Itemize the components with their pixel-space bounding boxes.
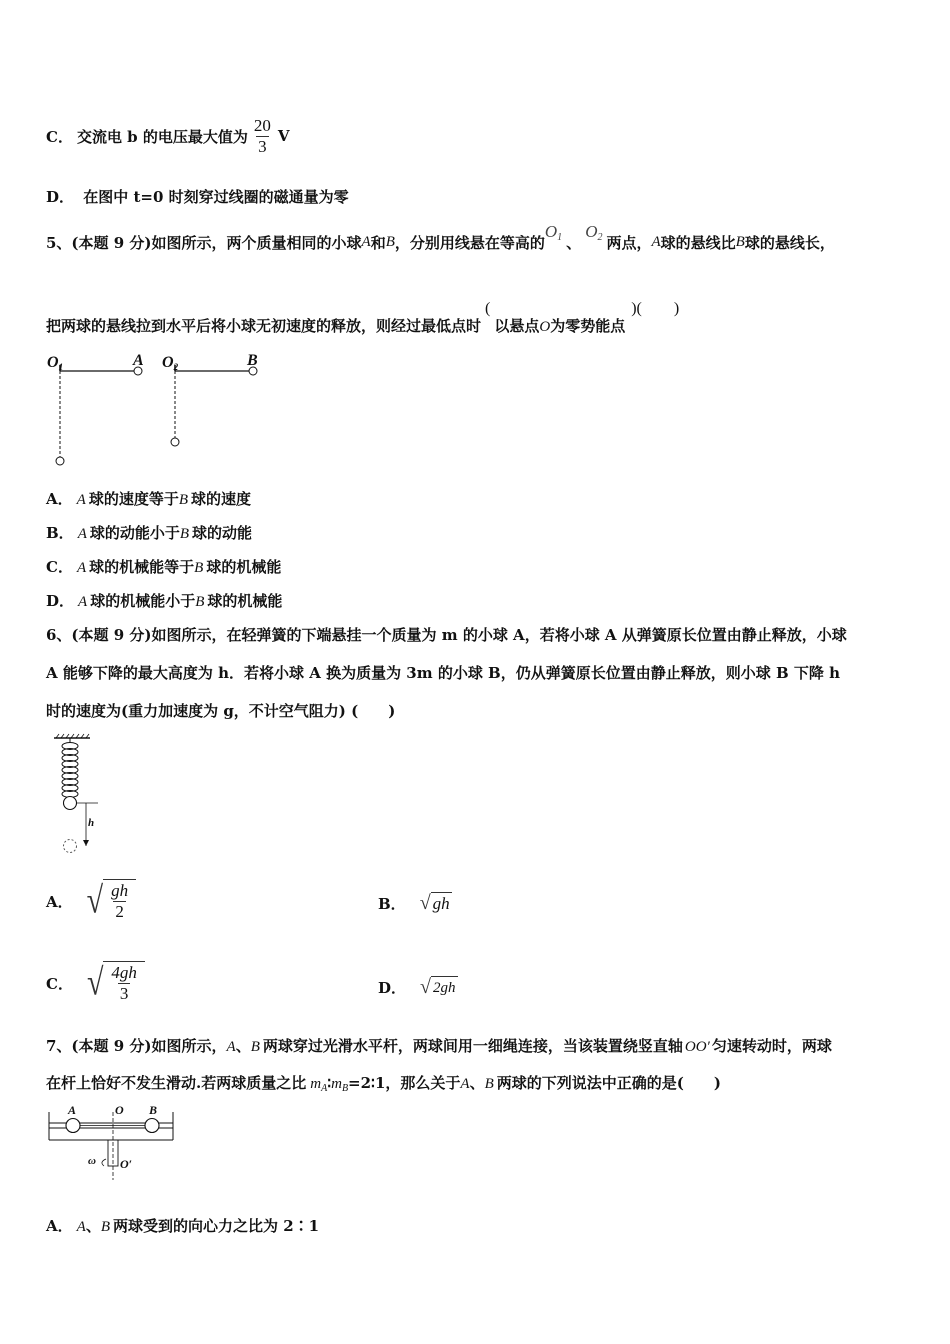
q5-option-d: [46, 590, 282, 611]
text: 、: [469, 1074, 485, 1092]
q5-stem-line2: [46, 292, 679, 336]
option-label: B．: [46, 524, 74, 542]
fraction-numerator: 4gh: [111, 963, 137, 982]
sqrt-expression: [87, 879, 136, 923]
option-label: B．: [378, 894, 406, 913]
fig-oprime-label: O′: [120, 1157, 133, 1171]
ceiling-hatch: [54, 734, 90, 738]
fraction: [109, 963, 139, 1004]
option-text: 球的机械能小于: [90, 592, 196, 610]
text: 两点，: [606, 233, 652, 252]
text: 球的悬线比: [660, 233, 736, 252]
radicand: gh: [432, 893, 450, 913]
text: 两球穿过光滑水平杆，两球间用一细绳连接，当该装置绕竖直轴: [262, 1037, 683, 1055]
q6-option-b: [378, 888, 452, 918]
ball-start: [64, 797, 77, 810]
sqrt-expression: [87, 961, 145, 1005]
o1-letter: O: [544, 221, 558, 241]
text: 匀速转动时，两球: [711, 1037, 832, 1055]
ball-a-ref: A: [77, 526, 87, 542]
fraction: [109, 881, 130, 922]
radicand: [103, 879, 136, 923]
ball-a-ref: A: [651, 233, 661, 250]
option-label: D．: [378, 978, 407, 997]
option-label: C．: [46, 558, 73, 576]
ball-b-lowest: [171, 438, 179, 446]
q5-header: 5、(本题 9 分)如图所示，两个质量相同的小球: [46, 233, 362, 252]
fraction-denominator: 2: [115, 902, 124, 921]
unit: V: [277, 127, 290, 145]
ball-a-ref: A: [226, 1039, 236, 1055]
fig-omega-label: ω: [88, 1155, 96, 1167]
fig-o-label: O: [115, 1103, 124, 1117]
option-text: 两球受到的向心力之比为 2∶1: [113, 1217, 320, 1235]
o1-symbol: [545, 222, 562, 243]
option-text: 球的速度等于: [88, 490, 179, 508]
q6-spring-figure: [46, 734, 126, 856]
text: 和: [370, 233, 386, 252]
option-text: 在图中 t=0 时刻穿过线圈的磁通量为零: [83, 188, 349, 206]
q5-option-c: [46, 556, 281, 577]
option-label: C．: [46, 974, 73, 993]
height-arrowhead: [83, 840, 89, 846]
q4-option-d: [46, 186, 349, 207]
text: 、: [85, 1217, 101, 1235]
option-text: 球的动能: [192, 524, 253, 542]
text: 、: [566, 233, 582, 252]
q7-stem-line1: [46, 1035, 832, 1056]
q4-option-c: [46, 104, 290, 168]
o2-letter: O: [585, 221, 598, 241]
q5-pendulum-figure: [40, 350, 280, 470]
o2-subscript: 2: [597, 231, 603, 243]
o1-subscript: 1: [557, 231, 563, 243]
text: =2∶1，那么关于: [348, 1074, 461, 1092]
text: ∶: [327, 1074, 332, 1092]
ball-a-ref: A: [76, 492, 86, 508]
axis-ref: OO′: [684, 1039, 710, 1055]
o-symbol: O: [539, 319, 551, 335]
o2-symbol: [585, 222, 602, 243]
ball-lowest: [64, 840, 77, 853]
mass-b: $m_B$: [331, 1076, 349, 1094]
option-text: 球的动能小于: [89, 524, 180, 542]
ball-b-ref: B: [484, 1076, 494, 1092]
option-text: 交流电 b 的电压最大值为: [76, 127, 248, 146]
radicand: 2gh: [431, 976, 458, 998]
ball-a-ref: A: [76, 560, 87, 576]
q6-stem-line2: A 能够下降的最大高度为 h．若将小球 A 换为质量为 3m 的小球 B，仍从弹簧原长位置由静止释放，则小球 B 下降 h: [46, 664, 840, 682]
ball-b: [145, 1119, 159, 1133]
fraction-numerator: 20: [253, 115, 271, 135]
fig-h-label: h: [88, 817, 95, 829]
fraction-denominator: 3: [258, 136, 267, 156]
option-text: 球的机械能: [206, 558, 282, 576]
q7-stem-line2: [46, 1072, 721, 1094]
q5-option-a: [46, 488, 251, 509]
q6-option-c: [46, 950, 145, 1016]
sqrt-expression: [420, 976, 457, 998]
ball-b-ref: B: [179, 526, 190, 542]
q5-option-b: [46, 522, 252, 543]
q6-stem-line1: 6、(本题 9 分)如图所示，在轻弹簧的下端悬挂一个质量为 m 的小球 A，若将小球 A 从弹簧原长位置由静止释放，小球: [46, 626, 847, 644]
q7-rotating-rod-figure: [46, 1104, 186, 1184]
text: 以悬点: [494, 317, 540, 335]
option-label: D．: [46, 188, 75, 206]
text: 7、(本题 9 分)如图所示，: [46, 1037, 227, 1055]
option-label: A．: [46, 892, 73, 911]
fig-o2-label: O2: [162, 354, 179, 372]
ball-b-ref: B: [250, 1039, 260, 1055]
fig-a-label: A: [68, 1103, 77, 1117]
fig-b-label: B: [149, 1103, 158, 1117]
text: 球的悬线长，: [744, 233, 835, 252]
ball-a-ref: A: [78, 594, 88, 610]
q6-option-a: [46, 868, 136, 934]
paren: (: [485, 300, 491, 317]
sqrt-expression: [420, 892, 452, 914]
ball-a: [66, 1119, 80, 1133]
fig-b-label: B: [247, 352, 258, 369]
radicand: [103, 961, 145, 1005]
radical-sign: √: [420, 976, 431, 998]
ball-b-ref: B: [385, 233, 395, 250]
radical-sign: √: [419, 892, 431, 914]
ball-a-lowest: [56, 457, 64, 465]
fraction-numerator: gh: [111, 881, 129, 900]
q6-stem-line3: 时的速度为(重力加速度为 g，不计空气阻力) ( ): [46, 702, 396, 720]
mass-a: $m_A$: [310, 1076, 328, 1094]
ball-b-ref: B: [100, 1219, 110, 1235]
text: 在杆上恰好不发生滑动.若两球质量之比: [46, 1074, 307, 1092]
fraction-denominator: 3: [119, 984, 129, 1003]
option-label: A．: [46, 1217, 73, 1235]
ball-b-ref: B: [178, 492, 188, 508]
fig-a-label: A: [133, 352, 144, 369]
text: 把两球的悬线拉到水平后将小球无初速度的释放，则经过最低点时: [46, 317, 482, 335]
option-label: D．: [46, 592, 75, 610]
radical-sign: √: [86, 961, 104, 1003]
ball-a-ref: A: [76, 1219, 86, 1235]
fraction: [252, 116, 273, 157]
text: 为零势能点: [550, 317, 626, 335]
fig-o1-label: O1: [47, 354, 64, 372]
ball-a-ref: A: [460, 1076, 470, 1092]
ball-b-ref: B: [195, 594, 205, 610]
answer-paren: )( ): [631, 300, 680, 317]
ball-a-ref: A: [361, 233, 371, 250]
option-text: 球的机械能: [207, 592, 283, 610]
option-label: A．: [46, 490, 73, 508]
q6-option-d: [378, 972, 458, 1002]
ball-b-ref: B: [735, 233, 745, 250]
text: ，分别用线悬在等高的: [394, 233, 545, 252]
spring-coils: [62, 743, 78, 798]
option-text: 球的机械能等于: [89, 558, 195, 576]
q7-option-a: [46, 1215, 319, 1236]
option-label: C．: [46, 127, 73, 146]
ball-b-ref: B: [194, 560, 204, 576]
radical-sign: √: [86, 879, 104, 921]
text: 、: [235, 1037, 251, 1055]
rotation-arrow: [102, 1159, 106, 1166]
text: 两球的下列说法中正确的是( ): [496, 1074, 721, 1092]
q5-stem-line1: [46, 222, 835, 262]
option-text: 球的速度: [191, 490, 252, 508]
